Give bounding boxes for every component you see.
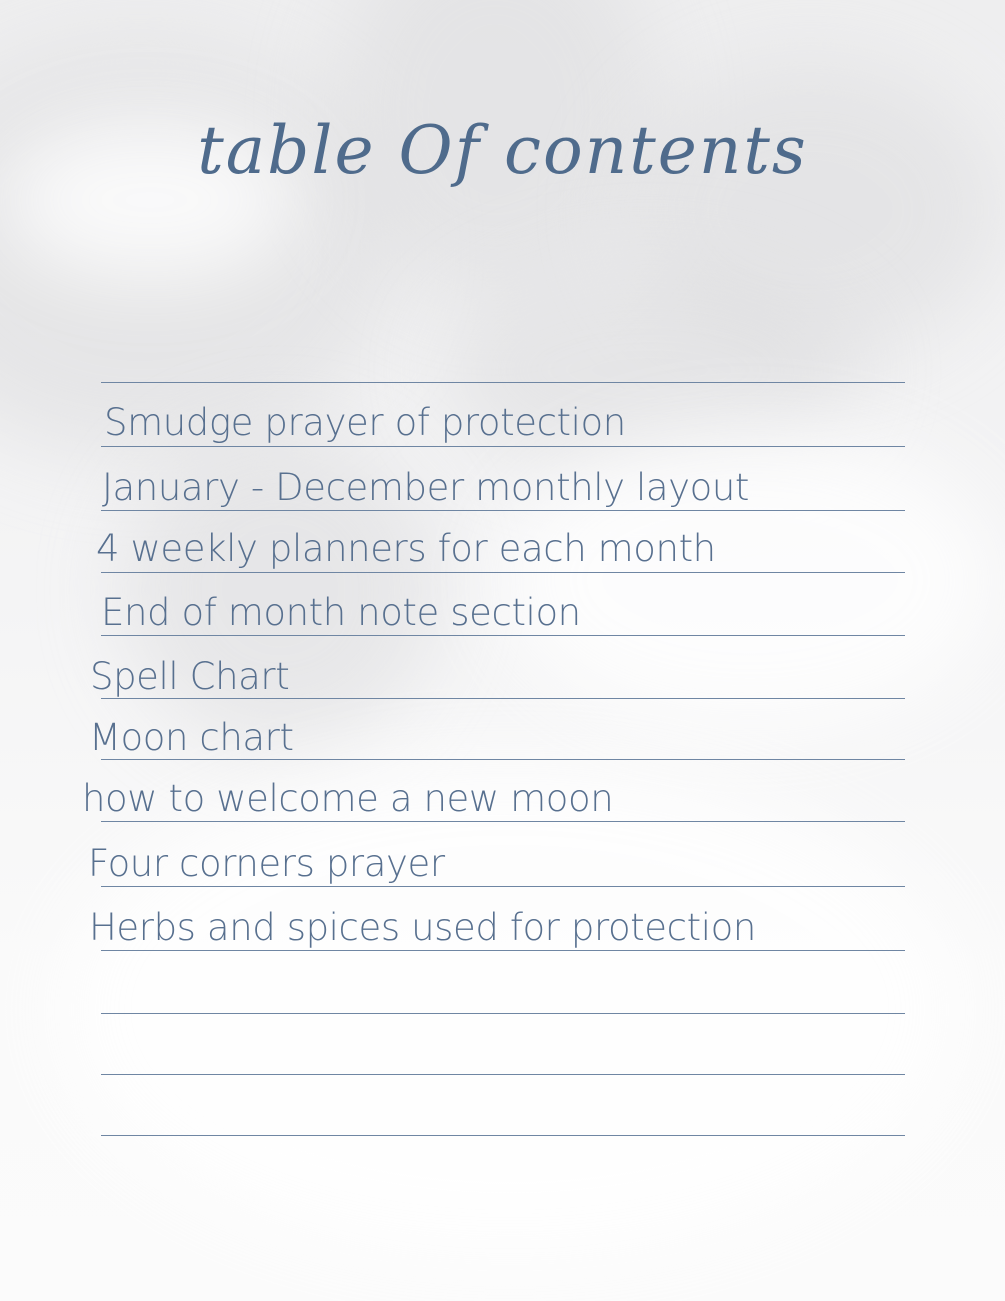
entry-rule xyxy=(101,446,905,447)
toc-entry: 4 weekly planners for each month xyxy=(96,527,716,570)
toc-entry: Spell Chart xyxy=(90,655,290,698)
toc-entry: how to welcome a new moon xyxy=(82,777,614,820)
entry-rule xyxy=(101,759,905,760)
entry-rule xyxy=(101,572,905,573)
entry-rule xyxy=(101,382,905,383)
entry-rule xyxy=(101,821,905,822)
toc-entry: Smudge prayer of protection xyxy=(104,401,626,444)
entry-rule xyxy=(101,950,905,951)
toc-entry: End of month note section xyxy=(101,591,581,634)
toc-entry: Four corners prayer xyxy=(88,842,445,885)
empty-rule xyxy=(101,1074,905,1075)
page-title: table Of contents xyxy=(197,112,808,189)
empty-rule xyxy=(101,1013,905,1014)
toc-entry: January - December monthly layout xyxy=(102,466,750,509)
entry-rule xyxy=(101,886,905,887)
entry-rule xyxy=(101,698,905,699)
entry-rule xyxy=(101,510,905,511)
empty-rule xyxy=(101,1135,905,1136)
entry-rule xyxy=(101,635,905,636)
toc-entry: Moon chart xyxy=(89,716,294,759)
toc-entry: Herbs and spices used for protection xyxy=(89,906,756,949)
